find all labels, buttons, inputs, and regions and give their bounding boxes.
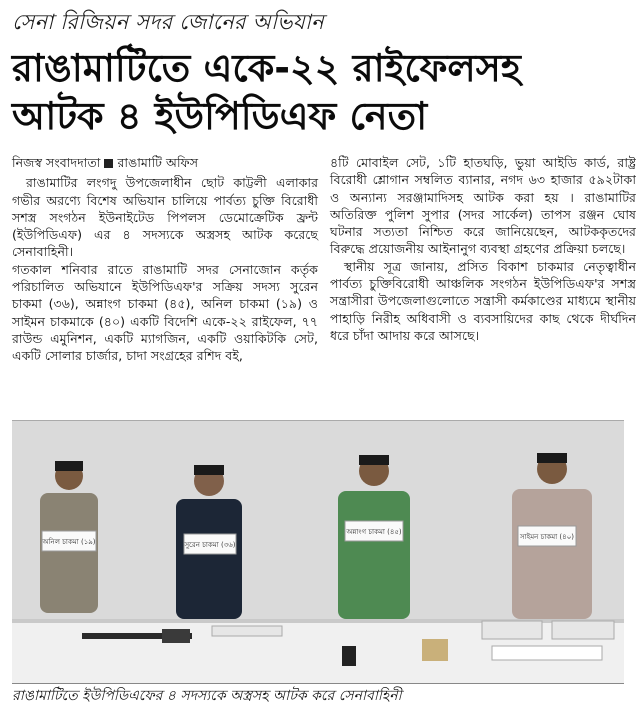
placard-label: অন্নাংগ চাকমা (৪৫) [346, 528, 402, 536]
body-paragraph: ৪টি মোবাইল সেট, ১টি হাতঘড়ি, ভুয়া আইডি কার্ড, রাষ্ট্র বিরোধী শ্লোগান সম্বলিত ব্যানার, নগদ ৬৩ হাজার ৫৯২টাকা ও অন্যান্য সরঞ্জামাদিসহ আটক করা হয় । রাঙামাটির অতিরিক্ত পুলিশ সুপার (সদর সার্কেল) তাপস রঞ্জন ঘোষ ঘটনার সত্যতা নিশ্চিত করে জানিয়েছেন, আটককৃতদের বিরুদ্ধে প্রয়োজনীয় আইনানুগ ব্যবস্থা গ্রহণের প্রক্রিয়া চলছে। [330, 155, 636, 257]
article-column-left [12, 154, 318, 365]
article-column-right [330, 154, 636, 344]
body-paragraph: স্থানীয় সূত্র জানায়, প্রসিত বিকাশ চাকমার নেতৃত্বাধীন পার্বত্য চুক্তিবিরোধী আঞ্চলিক সংগঠন ইউপিডিএফ'র সশস্ত্র সন্ত্রাসীরা উপজেলাগুলোতে সন্ত্রাসী কর্মকাণ্ডের মাধ্যমে স্থানীয় পাহাড়ি নিরীহ অধিবাসী ও ব্যবসায়িদের কাছ থেকে দীর্ঘদিন ধরে চাঁদা আদায় করে আসছে। [330, 258, 636, 343]
square-bullet-icon [104, 159, 113, 168]
byline-reporter: নিজস্ব সংবাদদাতা [12, 155, 101, 170]
placard-label: সুরেন চাকমা (৩৬) [184, 541, 236, 549]
photo-illustration [12, 421, 624, 683]
photo-caption: রাঙামাটিতে ইউপিডিএফের ৪ সদস্যকে অস্ত্রসহ আটক করে সেনাবাহিনী [12, 688, 402, 704]
news-photo [12, 420, 624, 684]
placard-label: অনিল চাকমা (১৯) [42, 538, 96, 546]
headline-line-1: রাঙামাটিতে একে-২২ রাইফেলসহ [12, 46, 521, 90]
body-paragraph: গতকাল শনিবার রাতে রাঙামাটি সদর সেনাজোন কর্তৃক পরিচালিত অভিযানে ইউপিডিএফ'র সক্রিয় সদস্য সুরেন চাকমা (৩৬), অন্নাংগ চাকমা (৪৫), অনিল চাকমা (১৯) ও সাইমন চাকমাকে (৪০) একটি বিদেশি একে-২২ রাইফেল, ৭৭ রাউন্ড এমুনিশন, একটি ম্যাগজিন, একটি ওয়াকিটকি সেট, একটি সোলার চার্জার, চাদা সংগ্রহের রশিদ বই, [12, 261, 318, 364]
byline-office: রাঙামাটি অফিস [117, 155, 199, 170]
byline [12, 154, 318, 171]
placard-label: সাইমন চাকমা (৪০) [520, 533, 574, 541]
headline [12, 44, 624, 140]
headline-line-2: আটক ৪ ইউপিডিএফ নেতা [12, 94, 428, 138]
body-paragraph: রাঙামাটির লংগদু উপজেলাধীন ছোট কাট্টলী এলাকার গভীর অরণ্যে বিশেষ অভিযান চালিয়ে পার্বত্য চুক্তি বিরোধী সশস্ত্র সংগঠন ইউনাইটেড পিপলস ডেমোক্রেটিক ফ্রন্ট (ইউপিডিএফ) এর ৪ সদস্যকে অস্ত্রসহ আটক করেছে সেনাবাহিনী। [12, 175, 318, 260]
kicker-label: সেনা রিজিয়ন সদর জোনের অভিযান [12, 10, 324, 34]
